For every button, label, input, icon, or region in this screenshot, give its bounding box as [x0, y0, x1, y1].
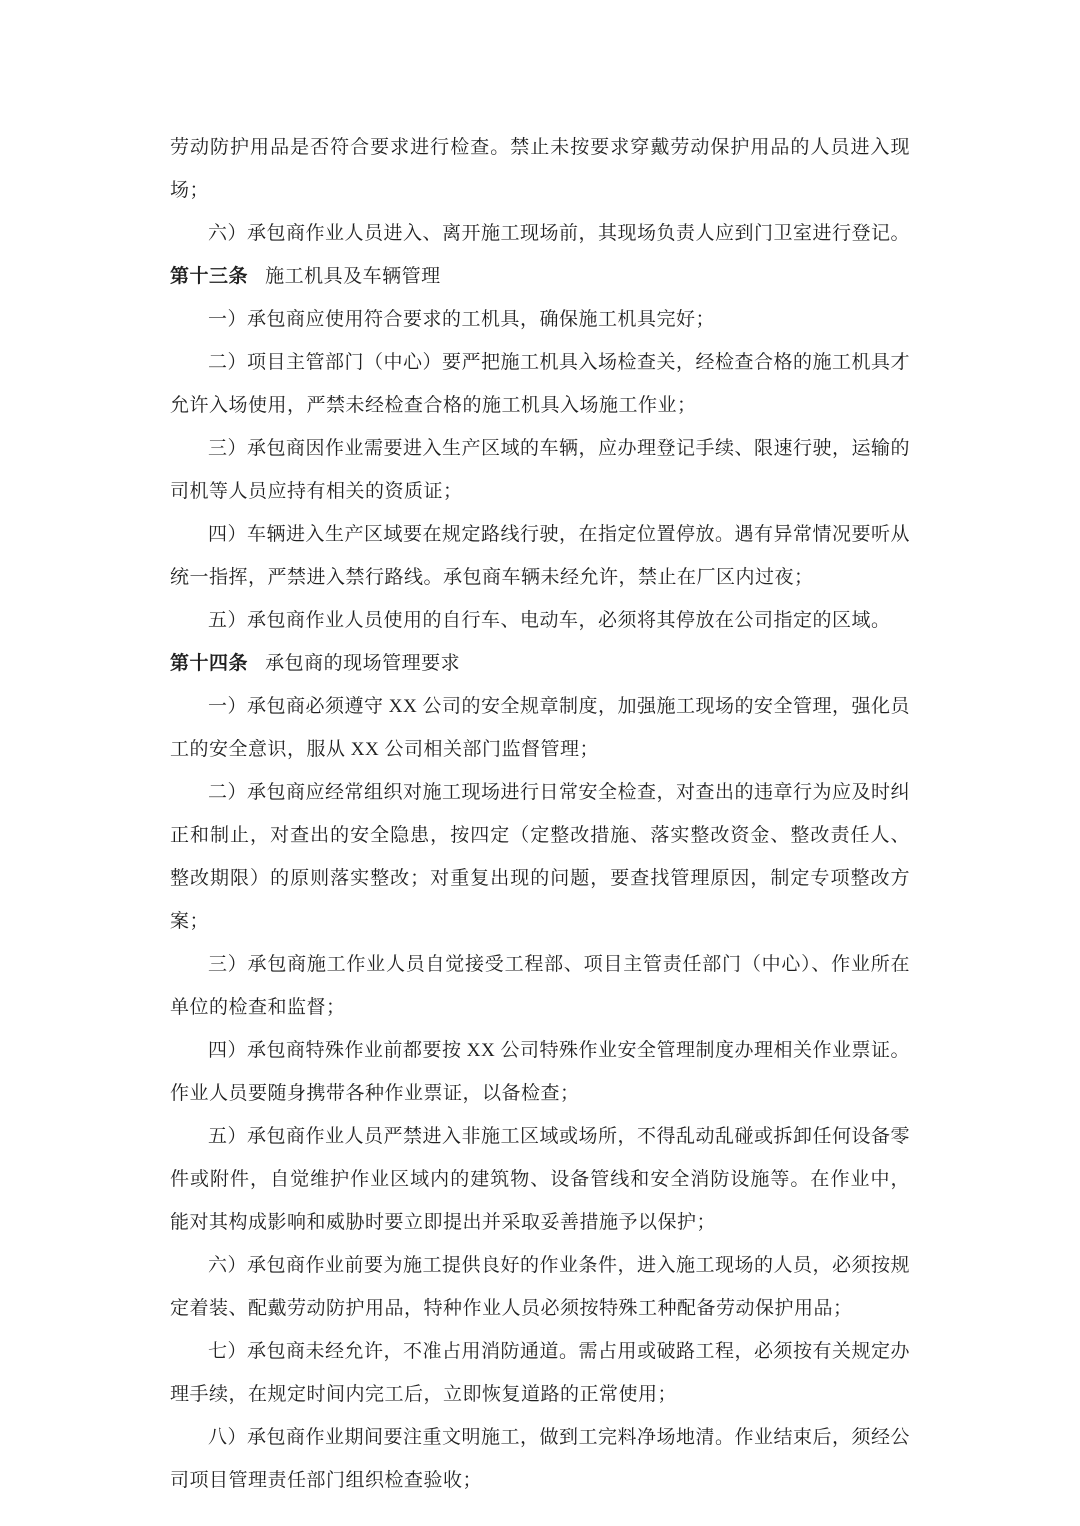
article-14-item-3: 三）承包商施工作业人员自觉接受工程部、项目主管责任部门（中心）、作业所在单位的检查和监督；: [170, 954, 910, 1018]
paragraph-continuation: 劳动防护用品是否符合要求进行检查。禁止未按要求穿戴劳动保护用品的人员进入现场；: [170, 137, 910, 201]
article-13-item-1: 一）承包商应使用符合要求的工机具，确保施工机具完好；: [208, 309, 716, 330]
article-14-item-5: 五）承包商作业人员严禁进入非施工区域或场所，不得乱动乱碰或拆卸任何设备零件或附件，自觉维护作业区域内的建筑物、设备管线和安全消防设施等。在作业中，能对其构成影响和威胁时要立即提出并采取妥善措施予以保护；: [170, 1126, 911, 1233]
heading-article-13: [170, 255, 910, 298]
article-14-number: 第十四条: [170, 653, 249, 674]
article-13-item-5: 五）承包商作业人员使用的自行车、电动车，必须将其停放在公司指定的区域。: [208, 610, 891, 631]
article-13-item-2: 二）项目主管部门（中心）要严把施工机具入场检查关，经检查合格的施工机具才允许入场使用，严禁未经检查合格的施工机具入场施工作业；: [170, 352, 911, 416]
article-14-item-7: 七）承包商未经允许，不准占用消防通道。需占用或破路工程，必须按有关规定办理手续，在规定时间内完工后，立即恢复道路的正常使用；: [170, 1341, 911, 1405]
article-14-item-2: 二）承包商应经常组织对施工现场进行日常安全检查，对查出的违章行为应及时纠正和制止，对查出的安全隐患，按四定（定整改措施、落实整改资金、整改责任人、整改期限）的原则落实整改；对重复出现的问题，要查找管理原因，制定专项整改方案；: [170, 782, 911, 932]
article-14-item-6: 六）承包商作业前要为施工提供良好的作业条件，进入施工现场的人员，必须按规定着装、配戴劳动防护用品，特种作业人员必须按特殊工种配备劳动保护用品；: [170, 1255, 911, 1319]
article-14-title: 承包商的现场管理要求: [265, 653, 461, 674]
list-item-prev-article-6: 六）承包商作业人员进入、离开施工现场前，其现场负责人应到门卫室进行登记。: [208, 223, 911, 244]
article-14-item-1: 一）承包商必须遵守 XX 公司的安全规章制度，加强施工现场的安全管理，强化员工的安全意识，服从 XX 公司相关部门监督管理；: [170, 696, 910, 760]
heading-article-14: [170, 642, 910, 685]
article-13-number: 第十三条: [170, 266, 249, 287]
article-13-item-4: 四）车辆进入生产区域要在规定路线行驶，在指定位置停放。遇有异常情况要听从统一指挥，严禁进入禁行路线。承包商车辆未经允许，禁止在厂区内过夜；: [170, 524, 911, 588]
article-14-item-8: 八）承包商作业期间要注重文明施工，做到工完料净场地清。作业结束后，须经公司项目管理责任部门组织检查验收；: [170, 1427, 911, 1491]
article-13-item-3: 三）承包商因作业需要进入生产区域的车辆，应办理登记手续、限速行驶，运输的司机等人员应持有相关的资质证；: [170, 438, 911, 502]
article-14-item-4: 四）承包商特殊作业前都要按 XX 公司特殊作业安全管理制度办理相关作业票证。作业人员要随身携带各种作业票证，以备检查；: [170, 1040, 910, 1104]
article-13-title: 施工机具及车辆管理: [265, 266, 441, 287]
